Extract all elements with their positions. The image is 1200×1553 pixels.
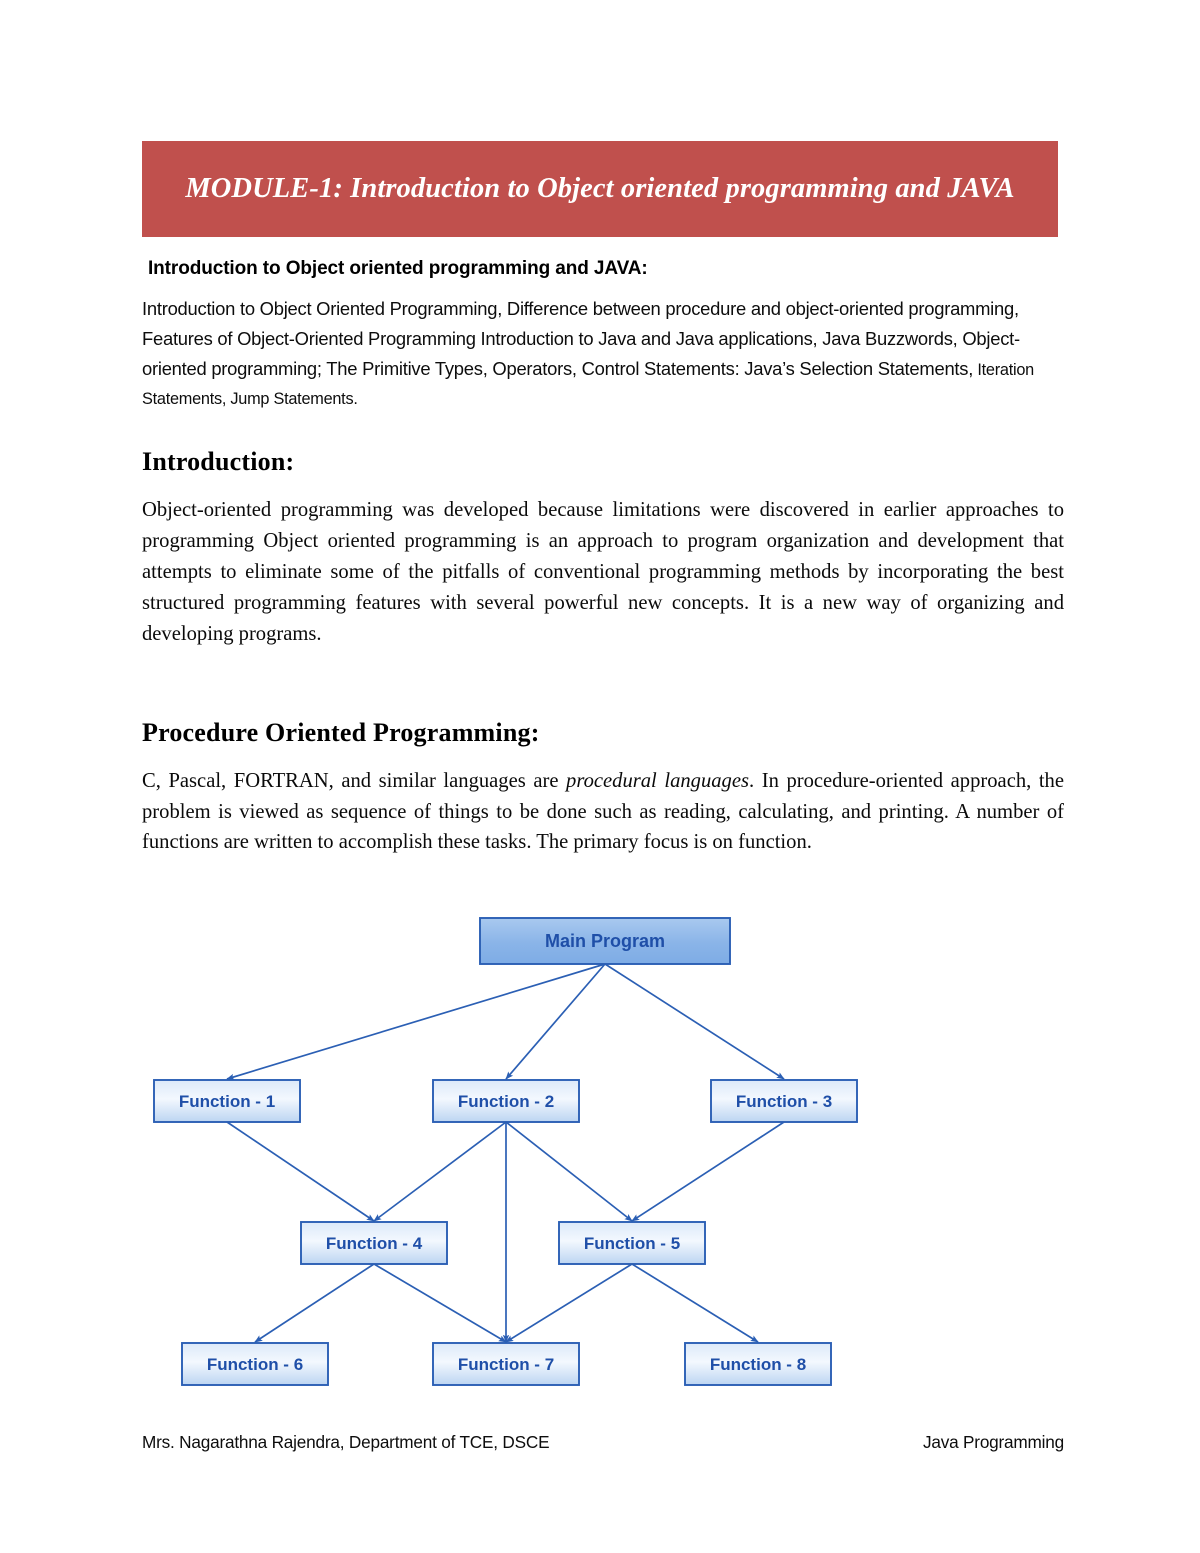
- section-heading-introduction: Introduction:: [142, 447, 295, 477]
- subheading: Introduction to Object oriented programming and JAVA:: [148, 258, 648, 279]
- diagram-edge-main-to-f1: [227, 964, 605, 1079]
- procedure-oriented-diagram: [150, 900, 890, 1410]
- diagram-node-label: Function - 6: [206, 1355, 304, 1374]
- diagram-edge-f5-to-f7: [506, 1264, 632, 1342]
- diagram-node-f2: [433, 1080, 579, 1122]
- diagram-node-label: Main Program: [544, 931, 666, 951]
- diagram-node-main: [480, 918, 730, 964]
- diagram-edge-main-to-f2: [506, 964, 605, 1079]
- diagram-node-label: Function - 7: [457, 1355, 555, 1374]
- diagram-edge-f4-to-f7: [374, 1264, 506, 1342]
- diagram-edge-f4-to-f6: [255, 1264, 374, 1342]
- diagram-node-f6: [182, 1343, 328, 1385]
- section-heading-procedure-oriented-programming: Procedure Oriented Programming:: [142, 717, 540, 747]
- diagram-node-f5: [559, 1222, 705, 1264]
- diagram-node-label: Function - 4: [325, 1234, 423, 1253]
- module-banner: [142, 141, 1058, 237]
- diagram-edge-f2-to-f4: [374, 1122, 506, 1221]
- diagram-edge-f1-to-f4: [227, 1122, 374, 1221]
- section-body-procedure-oriented-programming: [142, 766, 1064, 859]
- syllabus-main-text: Introduction to Object Oriented Programming, Difference between procedure and object-oriented programming, Features of Object-Oriented Programming Introduction to Java and Java applications, Java Buzzwords, Object-oriented programming; The Primitive Types, Operators, Control Statements: Java’s Selection Statements,: [142, 298, 1020, 379]
- syllabus-paragraph: [142, 294, 1064, 413]
- banner-title: MODULE-1: Introduction to Object oriented programming and JAVA: [185, 173, 1015, 205]
- diagram-edges: [227, 964, 784, 1342]
- diagram-node-label: Function - 3: [735, 1092, 833, 1111]
- diagram-edge-f5-to-f8: [632, 1264, 758, 1342]
- pop-body-part2: . In procedure-oriented approach, the problem is viewed as sequence of things to be done such as reading, calculating, and printing. A number of functions are written to accomplish these tasks. The primary focus is on function.: [142, 769, 1064, 854]
- pop-body-part1: C, Pascal, FORTRAN, and similar languages are: [142, 769, 567, 792]
- section-spacer: [142, 650, 1064, 684]
- diagram-edge-f2-to-f5: [506, 1122, 632, 1221]
- section-body-introduction: Object-oriented programming was developed because limitations were discovered in earlier approaches to programming Object oriented programming is an approach to program organization and development that attempts to eliminate some of the pitfalls of conventional programming methods by incorporating the best structured programming features with several powerful new concepts. It is a new way of organizing and developing programs.: [142, 499, 1064, 645]
- diagram-node-f4: [301, 1222, 447, 1264]
- diagram-node-label: Function - 2: [457, 1092, 555, 1111]
- pop-body-italic: procedural languages: [566, 769, 750, 792]
- diagram-node-label: Function - 1: [178, 1092, 276, 1111]
- diagram-node-f3: [711, 1080, 857, 1122]
- diagram-edge-f3-to-f5: [632, 1122, 784, 1221]
- diagram-node-label: Function - 5: [583, 1234, 681, 1253]
- diagram-node-f7: [433, 1343, 579, 1385]
- syllabus-small-text: Iteration Statements, Jump Statements.: [142, 360, 1034, 409]
- diagram-canvas: [150, 900, 890, 1410]
- diagram-node-f8: [685, 1343, 831, 1385]
- diagram-node-f1: [154, 1080, 300, 1122]
- document-content: [142, 258, 1064, 858]
- diagram-node-label: Function - 8: [709, 1355, 807, 1374]
- footer-author: Mrs. Nagarathna Rajendra, Department of TCE, DSCE: [142, 1432, 550, 1452]
- diagram-edge-main-to-f3: [605, 964, 784, 1079]
- footer-subject: Java Programming: [922, 1432, 1064, 1452]
- page-footer: [142, 1432, 1064, 1453]
